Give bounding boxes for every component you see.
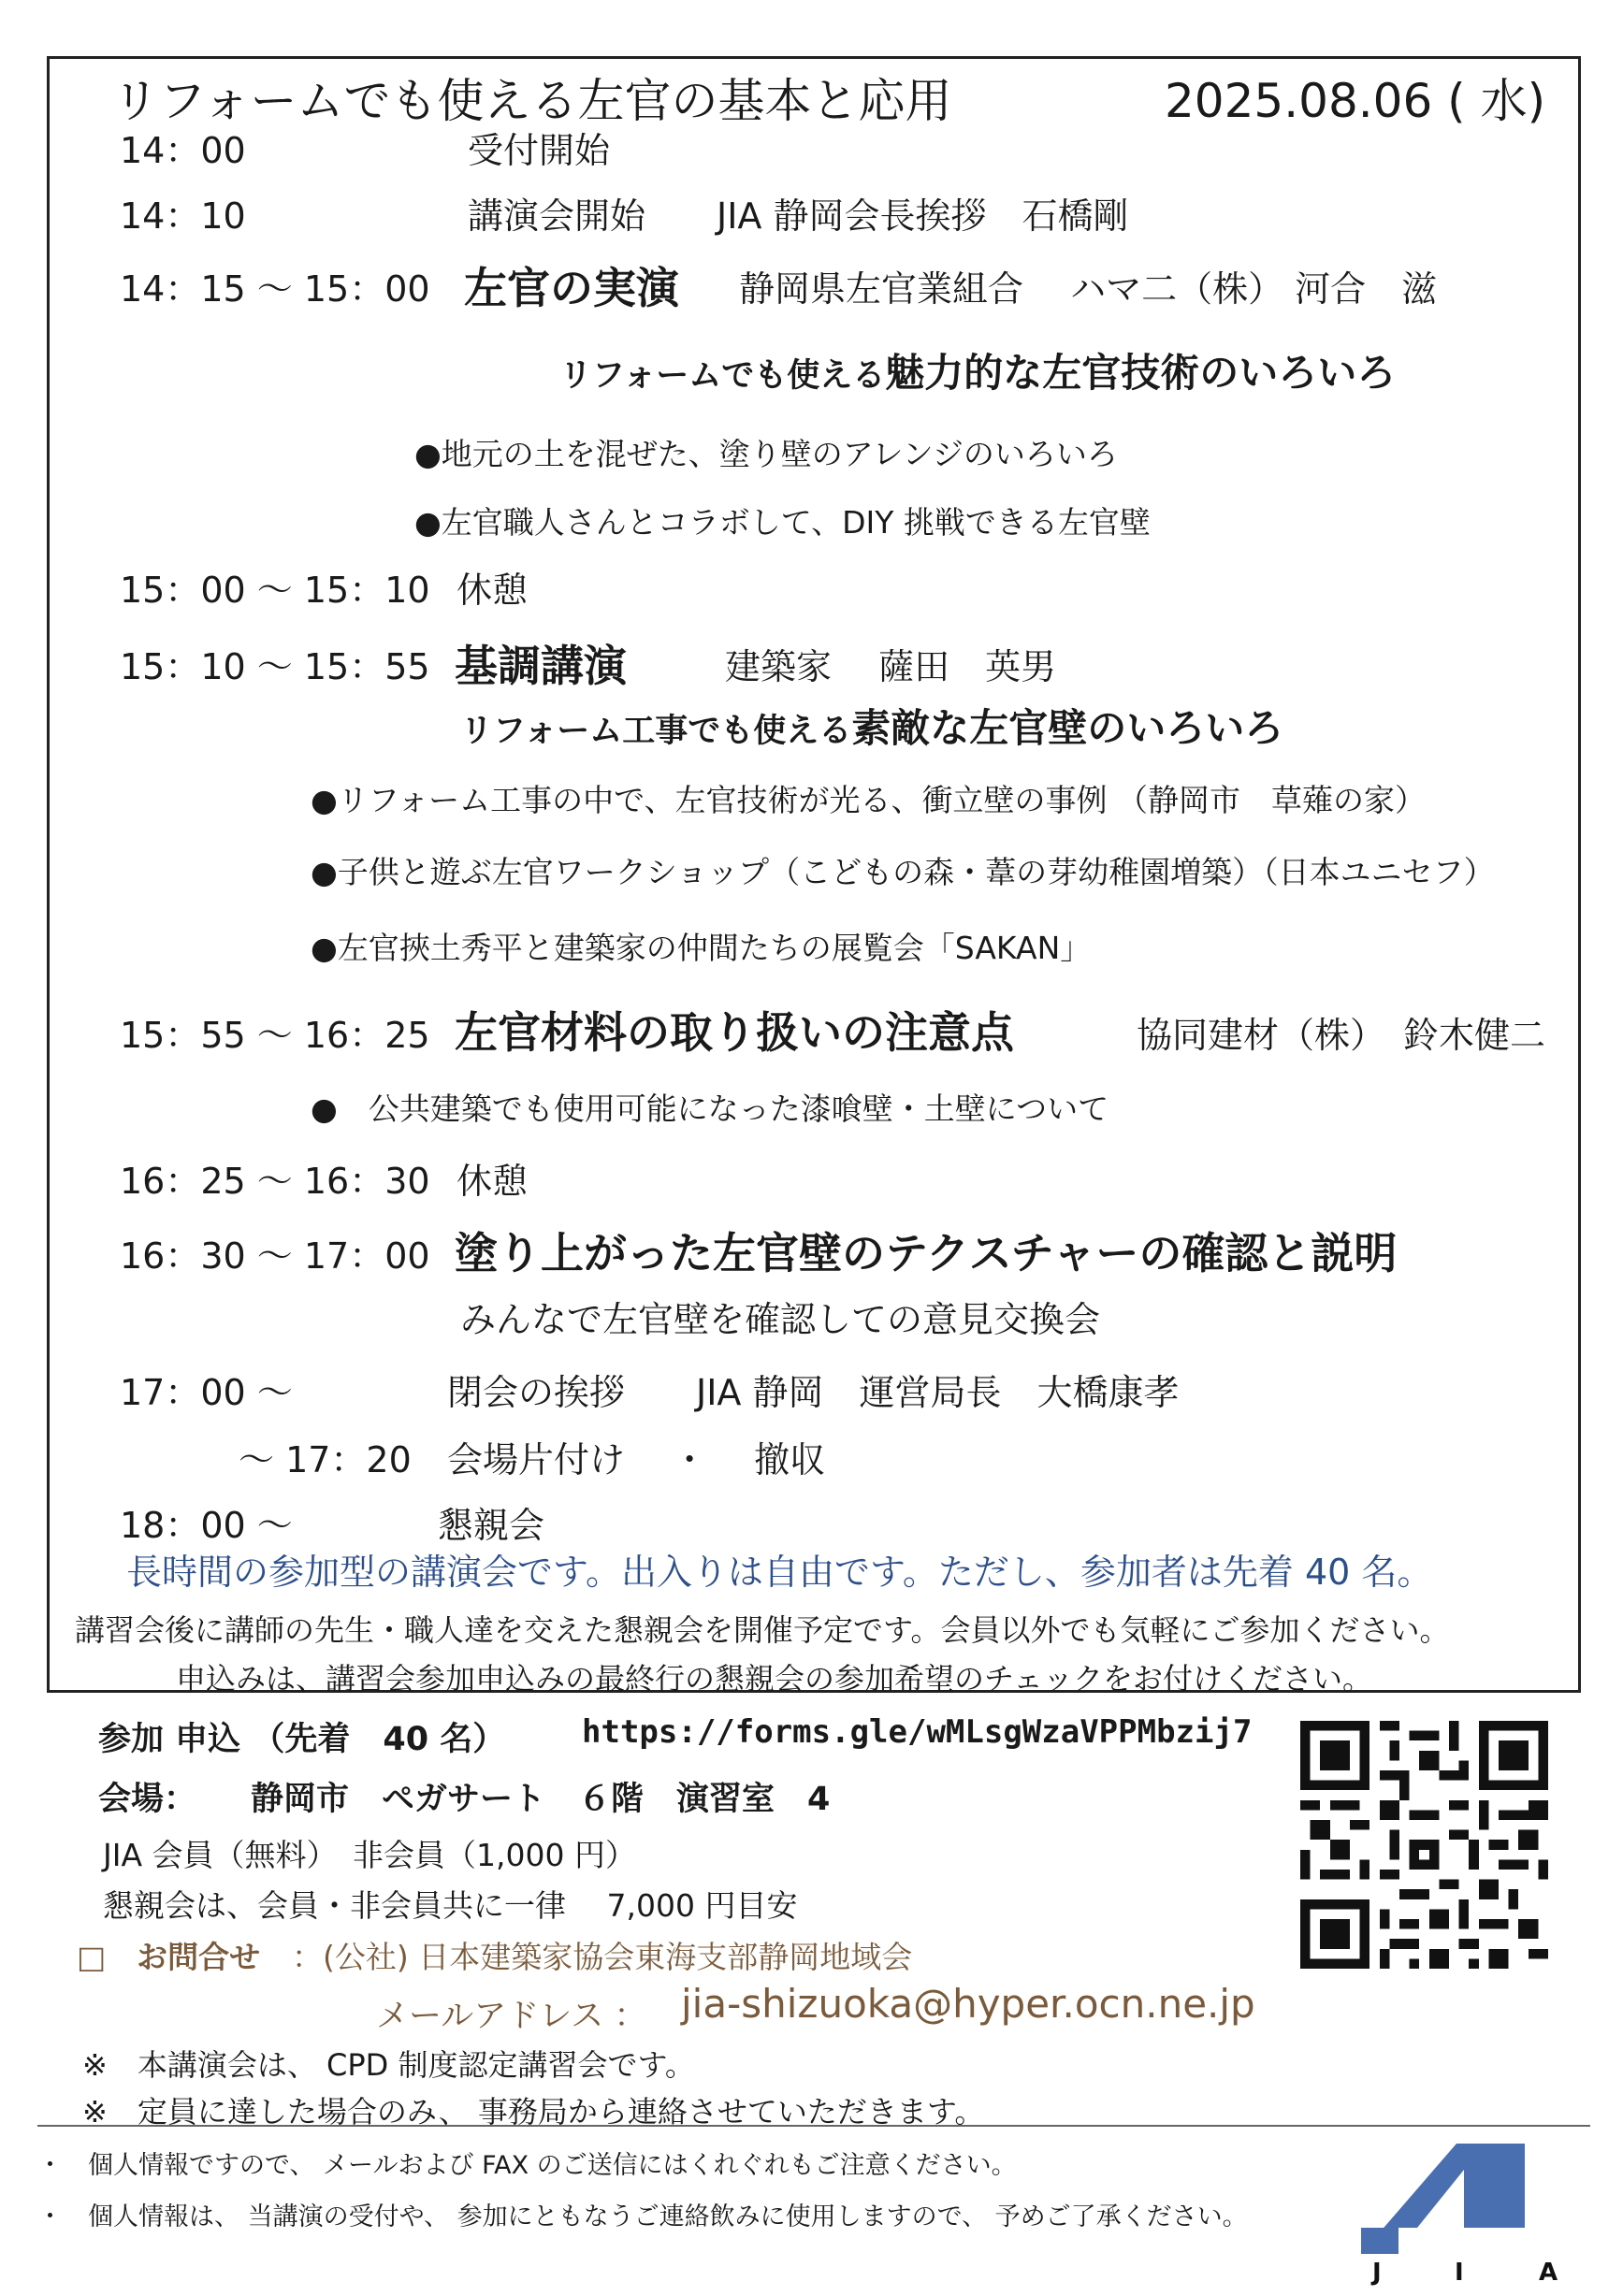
privacy-note-2: ・ 個人情報は、 当講演の受付や、 参加にともなうご連絡飲みに使用しますので、 予めご了承ください。 <box>37 2202 1248 2231</box>
participation-note: 長時間の参加型の講演会です。出入りは自由です。ただし、参加者は先着 40 名。 <box>126 1552 1433 1593</box>
bullet-diy-wall: ●左官職人さんとコラボして、DIY 挑戦できる左官壁 <box>414 504 1151 541</box>
texture-title: 塗り上がった左官壁のテクスチャーの確認と説明 <box>455 1228 1398 1278</box>
jia-logo-mark-foot <box>1361 2228 1398 2254</box>
time-1630-1700: 16：30 ～ 17：00 <box>120 1235 430 1277</box>
check-note: 申込みは、講習会参加申込みの最終行の懇親会の参加希望のチェックをお付けください。 <box>176 1661 1373 1697</box>
bullet-partition-wall: ●リフォーム工事の中で、左官技術が光る、衝立壁の事例 （静岡市 草薙の家） <box>311 782 1426 818</box>
time-1400: 14：00 <box>120 130 246 171</box>
event-date: 2025.08.06 ( 水) <box>1165 74 1546 128</box>
time-1555-1625: 15：55 ～ 16：25 <box>120 1015 430 1056</box>
time-1800: 18：00 ～ <box>120 1505 293 1546</box>
bullet-sakan-exhibition: ●左官挾土秀平と建築家の仲間たちの展覧会「SAKAN」 <box>311 930 1092 966</box>
time-1625-1630: 16：25 ～ 16：30 <box>120 1161 430 1202</box>
keynote-speaker: 建築家 薩田 英男 <box>725 646 1057 687</box>
session-demonstration-subtitle <box>559 342 1396 398</box>
bullet-local-soil: ●地元の土を混ぜた、塗り壁のアレンジのいろいろ <box>414 436 1118 472</box>
privacy-note-1: ・ 個人情報ですので、 メールおよび FAX のご送信にはくれぐれもご注意ください。 <box>37 2151 1017 2180</box>
closing-greeting: 閉会の挨拶 JIA 静岡 運営局長 大橋康孝 <box>447 1372 1180 1413</box>
cpd-note: ※ 本講演会は、 CPD 制度認定講習会です。 <box>82 2047 695 2083</box>
time-1510-1555: 15：10 ～ 15：55 <box>120 646 430 687</box>
contact-label: □ お問合せ <box>77 1939 261 1975</box>
logo-letter-a: A <box>1539 2259 1558 2287</box>
break-1: 休憩 <box>456 570 529 611</box>
email-label: メールアドレス ： <box>376 1998 647 2035</box>
apply-url[interactable]: https://forms.gle/wMLsgWzaVPPMbzij7 <box>582 1713 1253 1751</box>
keynote-title: 基調講演 <box>455 641 627 691</box>
subtitle-prefix: リフォームでも使える <box>559 357 886 395</box>
time-1410: 14：10 <box>120 195 246 237</box>
contact-org: ：(公社) 日本建築家協会東海支部静岡地域会 <box>292 1939 913 1975</box>
apply-label: 参加 申込 （先着 40 名） <box>98 1721 506 1758</box>
party-fee: 懇親会は、会員・非会員共に一律 7,000 円目安 <box>103 1887 798 1924</box>
limit-note: ※ 定員に達した場合のみ、 事務局から連絡させていただきます。 <box>82 2094 985 2130</box>
reception-start: 受付開始 <box>468 130 611 171</box>
email-address[interactable]: jia-shizuoka@hyper.ocn.ne.jp <box>681 1981 1255 2027</box>
footer-divider <box>37 2125 1590 2127</box>
jia-logo <box>1352 2142 1576 2287</box>
time-1700: 17：00 ～ <box>120 1372 293 1413</box>
event-title: リフォームでも使える左官の基本と応用 <box>112 74 952 128</box>
logo-letter-i: I <box>1455 2259 1464 2287</box>
subtitle-prefix: リフォーム工事でも使える <box>460 713 852 750</box>
session-demonstration-title: 左官の実演 <box>464 263 679 313</box>
materials-title: 左官材料の取り扱いの注意点 <box>455 1007 1014 1058</box>
keynote-subtitle <box>460 698 1283 754</box>
cleanup: 会場片付け ・ 撤収 <box>447 1439 826 1480</box>
texture-subtitle: みんなで左官壁を確認しての意見交換会 <box>460 1299 1101 1340</box>
party-note: 講習会後に講師の先生・職人達を交えた懇親会を開催予定です。会員以外でも気軽にご参加ください。 <box>75 1612 1450 1648</box>
social-gathering: 懇親会 <box>438 1505 545 1546</box>
time-1720: ～ 17：20 <box>239 1439 412 1480</box>
subtitle-main: 魅力的な左官技術のいろいろ <box>885 350 1397 396</box>
subtitle-main: 素敵な左官壁のいろいろ <box>851 705 1284 751</box>
fee: JIA 会員（無料） 非会員（1,000 円） <box>103 1837 636 1873</box>
venue: 静岡市 ペガサート ６階 演習室 4 <box>251 1781 831 1818</box>
session-demonstration-speaker: 静岡県左官業組合 ハマ二（株） 河合 滋 <box>739 268 1438 310</box>
time-1415-1500: 14：15 ～ 15：00 <box>120 268 430 310</box>
logo-letter-j: J <box>1372 2259 1382 2287</box>
opening-greeting: 講演会開始 JIA 静岡会長挨拶 石橋剛 <box>468 195 1129 237</box>
bullet-workshop: ●子供と遊ぶ左官ワークショップ（こどもの森・葦の芽幼稚園増築）（日本ユニセフ） <box>311 854 1495 890</box>
time-1500-1510: 15：00 ～ 15：10 <box>120 570 430 611</box>
bullet-plaster-public: ● 公共建築でも使用可能になった漆喰壁・土壁について <box>311 1090 1109 1127</box>
materials-speaker: 協同建材（株） 鈴木健二 <box>1137 1015 1546 1056</box>
qr-code-icon[interactable] <box>1300 1721 1548 1969</box>
venue-label: 会場： <box>98 1781 197 1818</box>
break-2: 休憩 <box>456 1161 529 1202</box>
